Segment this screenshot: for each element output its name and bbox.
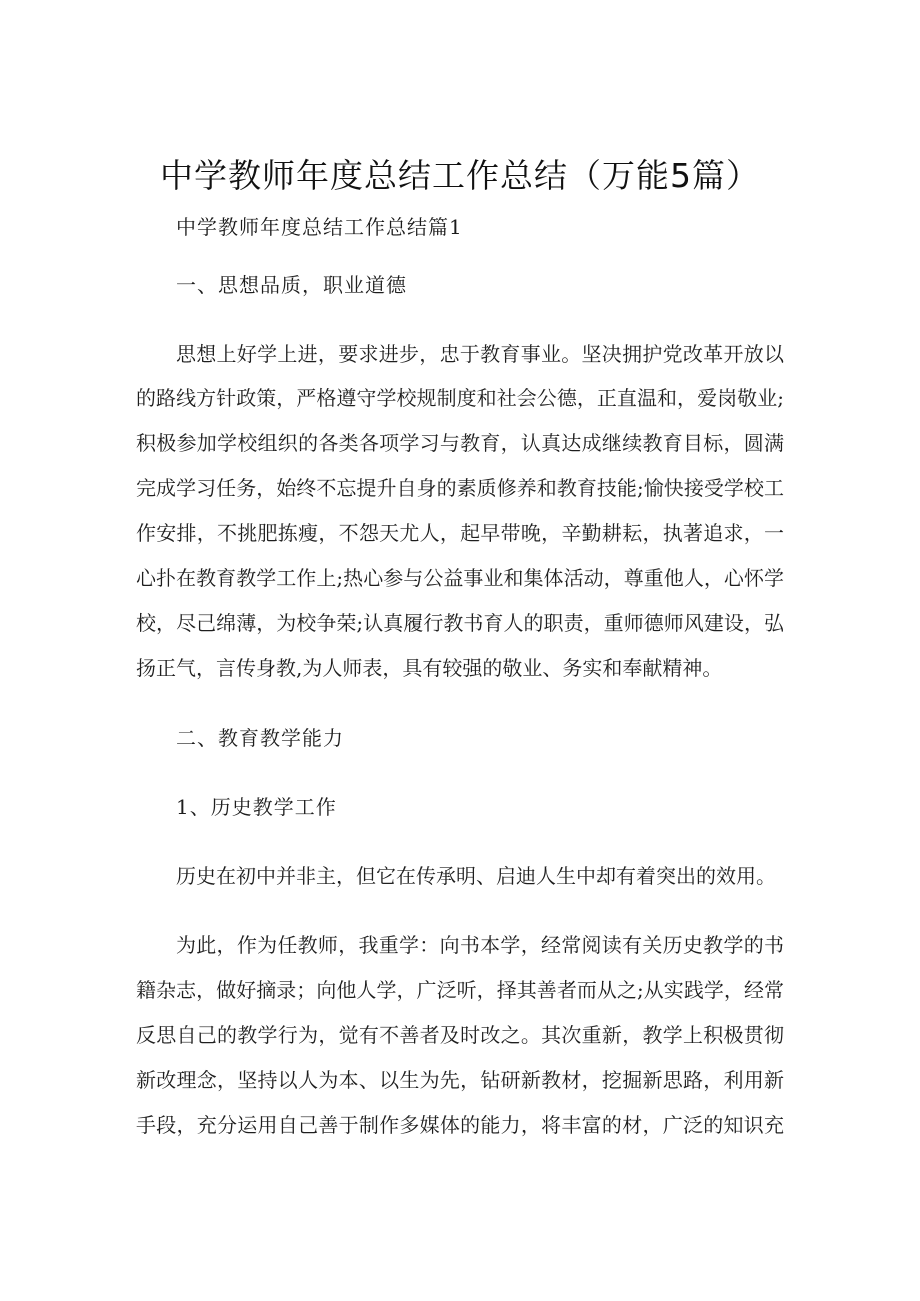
paragraph-line: 心扑在教育教学工作上;热心参与公益事业和集体活动，尊重他人，心怀学 bbox=[136, 566, 784, 590]
document-title: 中学教师年度总结工作总结（万能5篇） bbox=[160, 156, 760, 195]
paragraph-line: 校，尽己绵薄，为校争荣;认真履行教书育人的职责，重师德师风建设，弘 bbox=[136, 611, 784, 635]
paragraph-line: 扬正气，言传身教,为人师表，具有较强的敬业、务实和奉献精神。 bbox=[136, 656, 723, 680]
document-subtitle: 中学教师年度总结工作总结篇1 bbox=[176, 215, 463, 239]
paragraph-line: 完成学习任务，始终不忘提升自身的素质修养和教育技能;愉快接受学校工 bbox=[136, 476, 784, 500]
paragraph-line: 的路线方针政策，严格遵守学校规制度和社会公德，正直温和，爱岗敬业; bbox=[136, 386, 784, 410]
paragraph-line: 新改理念，坚持以人为本、以生为先，钻研新教材，挖掘新思路，利用新 bbox=[136, 1068, 784, 1092]
paragraph-line: 思想上好学上进，要求进步，忠于教育事业。坚决拥护党改革开放以 bbox=[176, 342, 784, 366]
paragraph-line: 历史在初中并非主，但它在传承明、启迪人生中却有着突出的效用。 bbox=[176, 864, 776, 888]
paragraph-line: 为此，作为任教师，我重学：向书本学，经常阅读有关历史教学的书 bbox=[176, 933, 784, 957]
paragraph-line: 籍杂志，做好摘录；向他人学，广泛听，择其善者而从之;从实践学，经常 bbox=[136, 978, 784, 1002]
section-heading-1: 一、思想品质，职业道德 bbox=[176, 273, 407, 297]
section-heading-2: 二、教育教学能力 bbox=[176, 726, 344, 750]
subsection-heading-1: 1、历史教学工作 bbox=[176, 795, 337, 819]
paragraph-line: 反思自己的教学行为，觉有不善者及时改之。其次重新，教学上积极贯彻 bbox=[136, 1023, 784, 1047]
paragraph-line: 作安排，不挑肥拣瘦，不怨天尤人，起早带晚，辛勤耕耘，执著追求，一 bbox=[136, 521, 784, 545]
paragraph-line: 积极参加学校组织的各类各项学习与教育，认真达成继续教育目标，圆满 bbox=[136, 431, 784, 455]
paragraph-line: 手段，充分运用自己善于制作多媒体的能力，将丰富的材，广泛的知识充 bbox=[136, 1113, 784, 1137]
